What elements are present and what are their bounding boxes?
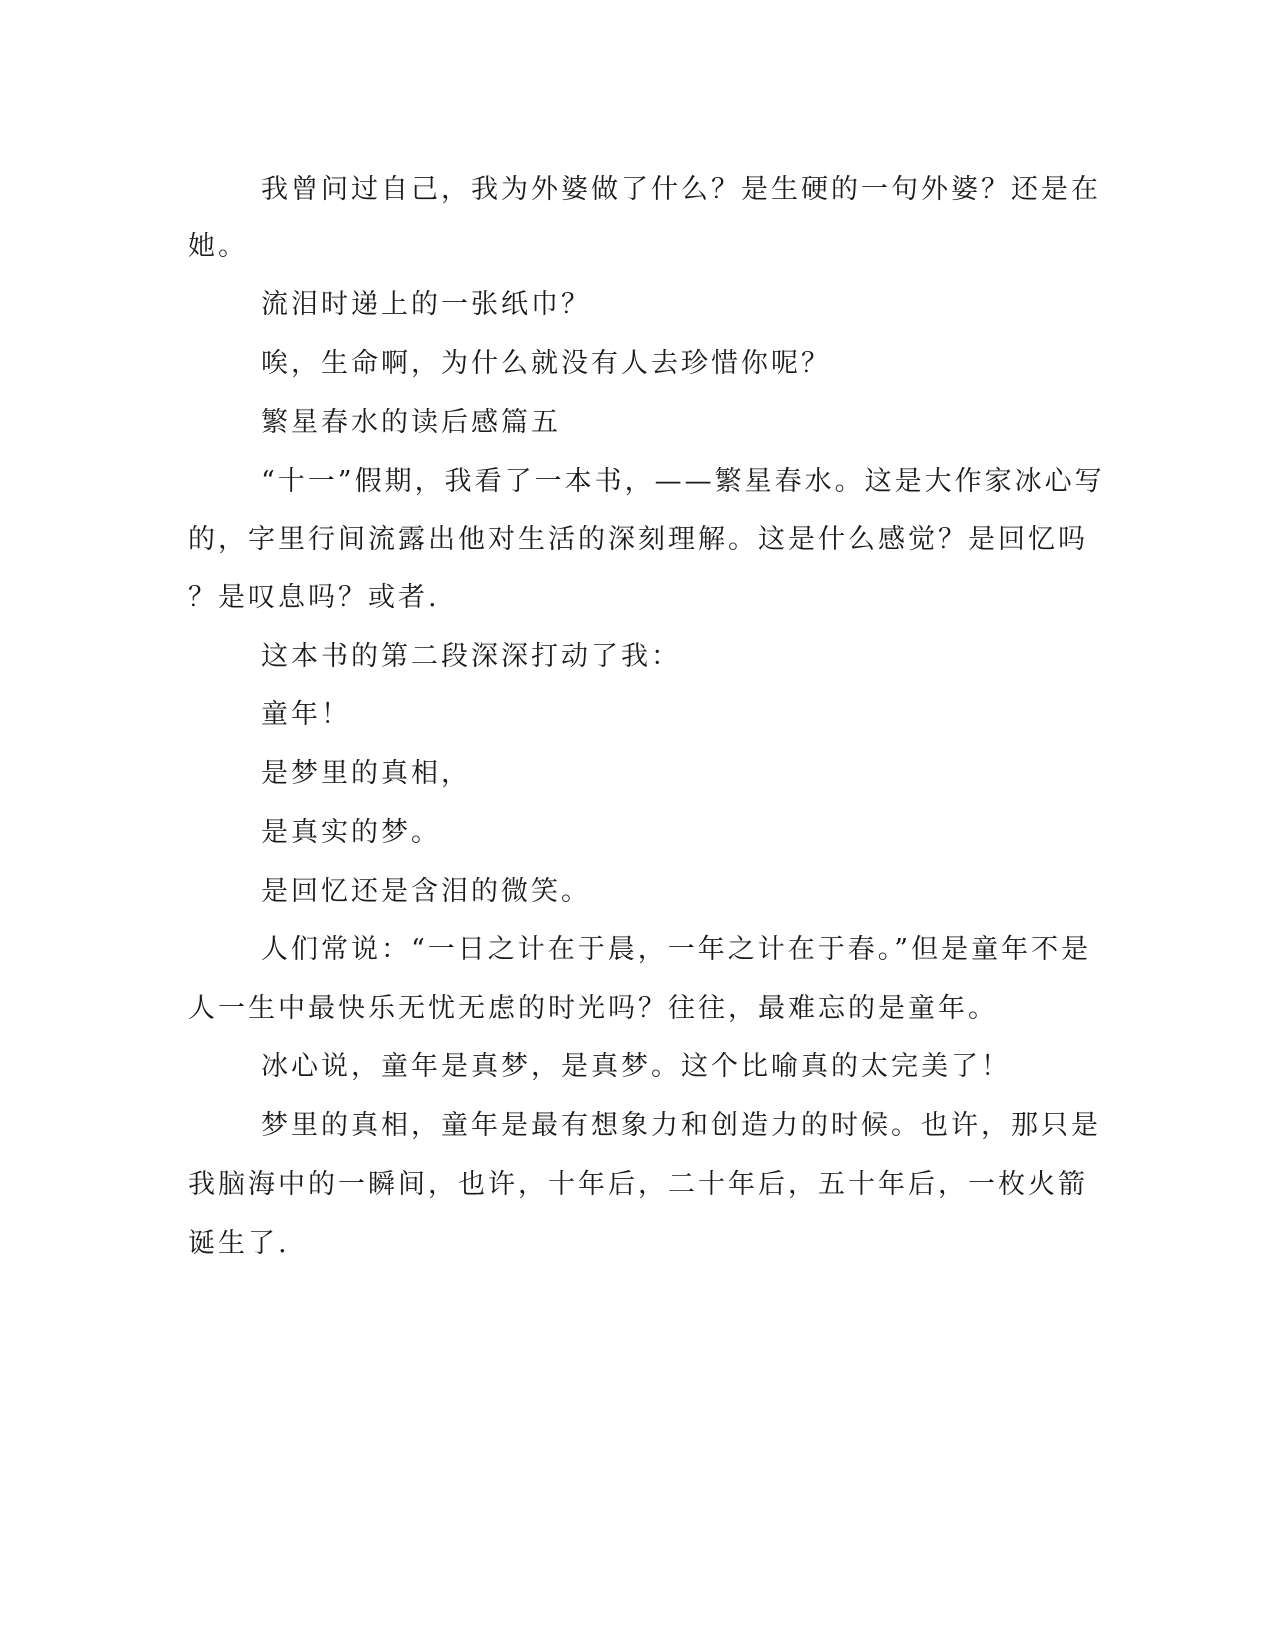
text-line: 这本书的第二段深深打动了我： [261, 641, 681, 672]
text-line: 冰心说，童年是真梦，是真梦。这个比喻真的太完美了！ [261, 1051, 1011, 1082]
poem-line: 是回忆还是含泪的微笑。 [261, 876, 591, 907]
text-line: ？是叹息吗？或者. [188, 582, 440, 613]
text-line: 梦里的真相，童年是最有想象力和创造力的时候。也许，那只是 [261, 1110, 1101, 1141]
poem-line: 是真实的梦。 [261, 817, 441, 848]
text-line: 我曾问过自己，我为外婆做了什么？是生硬的一句外婆？还是在 [261, 174, 1101, 205]
text-line: 人一生中最快乐无忧无虑的时光吗？往往，最难忘的是童年。 [188, 993, 998, 1024]
text-line: 诞生了. [188, 1228, 290, 1259]
text-line: 流泪时递上的一张纸巾？ [261, 289, 591, 320]
text-line: 她。 [188, 231, 248, 262]
text-line: 唉，生命啊，为什么就没有人去珍惜你呢？ [261, 348, 831, 379]
text-line: 的，字里行间流露出他对生活的深刻理解。这是什么感觉？是回忆吗 [188, 524, 1088, 555]
text-line: 人们常说：“一日之计在于晨，一年之计在于春。”但是童年不是 [261, 934, 1092, 965]
text-line: “十一”假期，我看了一本书，——繁星春水。这是大作家冰心写 [261, 466, 1105, 497]
text-line: 我脑海中的一瞬间，也许，十年后，二十年后，五十年后，一枚火箭 [188, 1169, 1088, 1200]
poem-line: 童年！ [261, 699, 351, 730]
poem-line: 是梦里的真相， [261, 758, 471, 789]
section-heading: 繁星春水的读后感篇五 [261, 407, 561, 438]
